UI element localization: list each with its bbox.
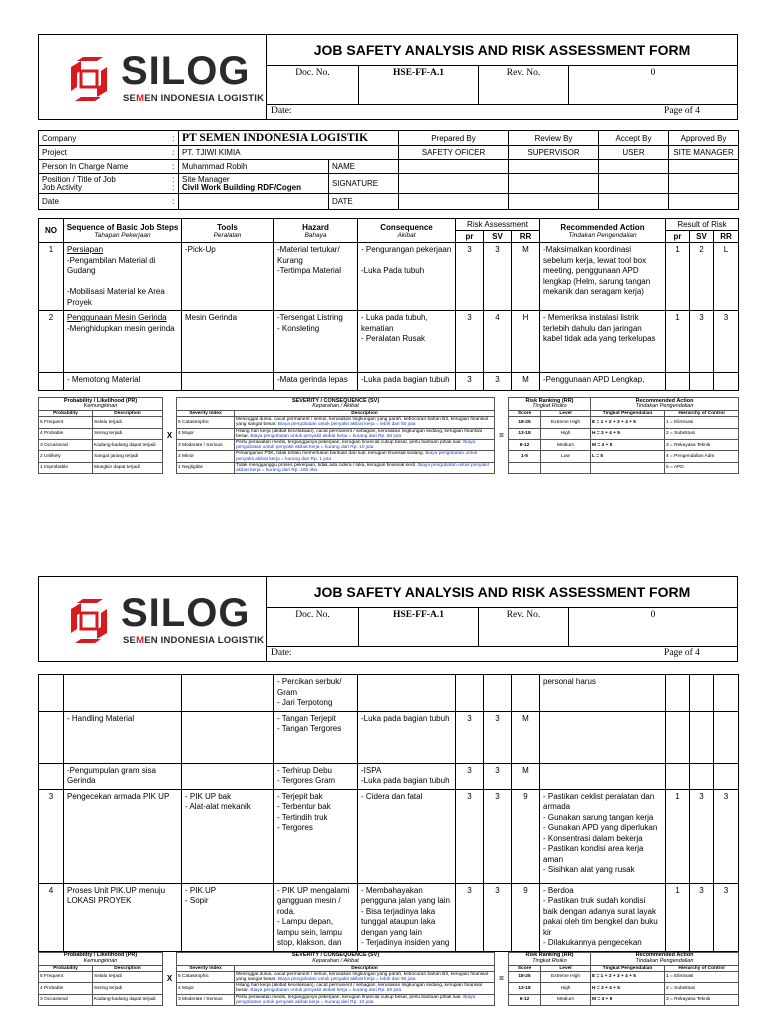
- prepared-by-label: Prepared By: [399, 131, 509, 146]
- table-row: -Pengumpulan gram sisa Gerinda - Terhirup Debu - Tergores Gram -ISPA -Luka pada bagian tubuh 3 3 M: [39, 763, 739, 789]
- signature-label: SIGNATURE: [329, 174, 399, 194]
- risk-assessment-table-continued: [38, 674, 739, 952]
- approved-name-field[interactable]: [669, 160, 739, 174]
- person-label: Person In Charge Name: [39, 160, 169, 174]
- doc-no-label: Doc. No.: [267, 66, 359, 105]
- page-number: Page of 4: [664, 106, 700, 117]
- accept-name-field[interactable]: [599, 160, 669, 174]
- approved-date-field[interactable]: [669, 194, 739, 210]
- date-page-row: [267, 104, 737, 119]
- company-logo: [39, 577, 267, 661]
- project-info-table: Company : PT SEMEN INDONESIA LOGISTIK Prepared By Review By Accept By Approved By Project : PT. TJIWI KIMIA SAFETY OFICER SUPERVISOR USER SITE MANAGER Person In Charge Name : Muhammad Robih NAME Position / Title of Job Job Activity : : Site Manager Civil Work Building RDF/Cogen SIGNATURE Date : DATE: [38, 130, 739, 210]
- activity-label: Job Activity: [42, 182, 83, 192]
- page-number: Page of 4: [664, 648, 700, 659]
- table-row: - Memotong Material -Mata gerinda lepas -Luka pada bagian tubuh 3 3 M -Penggunaan APD Lengkap,: [39, 373, 739, 391]
- prepared-by-value: SAFETY OFICER: [399, 146, 509, 160]
- col-consequence: Consequence Akibat: [358, 219, 456, 243]
- logo-subtitle: SEMEN INDONESIA LOGISTIK: [123, 93, 265, 104]
- company-value: PT SEMEN INDONESIA LOGISTIK: [179, 131, 399, 146]
- rev-no-value: 0: [650, 67, 656, 78]
- col-tools: Tools Peralatan: [182, 219, 274, 243]
- risk-assessment-table: [38, 218, 739, 391]
- date-label: Date:: [271, 648, 292, 659]
- position-value: Site Manager: [182, 174, 230, 184]
- col-no: NO: [39, 219, 64, 243]
- prepared-name-field[interactable]: [399, 160, 509, 174]
- doc-meta-row: [267, 607, 737, 647]
- jsa-form-page-1: [38, 34, 738, 474]
- doc-no-value: HSE-FF-A.1: [359, 608, 479, 647]
- approved-signature-field[interactable]: [669, 174, 739, 194]
- doc-meta-row: [267, 65, 737, 105]
- doc-no-value: HSE-FF-A.1: [359, 66, 479, 105]
- date-page-row: [267, 646, 737, 661]
- company-label: Company: [39, 131, 169, 146]
- table-row: - Handling Material - Tangan Terjepit - Tangan Tergores -Luka pada bagian tubuh 3 3 M: [39, 711, 739, 763]
- position-label: Position / Title of Job: [42, 174, 116, 184]
- approved-by-label: Approved By: [669, 131, 739, 146]
- prepared-date-field[interactable]: [399, 194, 509, 210]
- date-row-label: Date: [39, 194, 169, 210]
- name-label: NAME: [329, 160, 399, 174]
- review-name-field[interactable]: [509, 160, 599, 174]
- table-row: 4 Proses Unit PIK.UP menuju LOKASI PROYEK - PIK.UP - Sopir - PIK UP mengalami gangguan mesin / roda. - Lampu depan, lampu sein, lampu stop, klakson, dan - Membahayakan pengguna jalan yang lain - Bisa terjadinya laka tunggal ataupun laka dengan yang lain - Terjadinya insiden yang 3 3 9 - Berdoa - Pastikan truk sudah kondisi baik dengan adanya surat layak pakai oleh tim bengkel dan buku kir - Dilakukannya pengecekan 1 3 3: [39, 883, 739, 951]
- jsa-form-page-2: [38, 576, 738, 1006]
- logo-wordmark: SILOG: [121, 49, 251, 93]
- risk-legend-table-2: Probability / Likelihood (PR) Kemungkinan X SEVERITY / CONSEQUENCE (SV) Keparahan / Akibat = Risk Ranking (RR) Tingkat Risiko Recommended Action Tindakan Pengendalian Probability Description Severity Index Description Score Level Tingkat Pengendalian Hierarchy of Control 5 Frequent Selalu terjadi 5 Catastrophic Meninggal dunia, cacat permanent / serius, kerusakan lingkungan yang parah, kebocoran bahan B3, kerugian finansial yang sangat besar. Biaya pengobatan untuk penyakit akibat kerja = lebih dari 50 juta 18-25 Extreme High E = 1 + 2 + 3 + 4 + 5 1 = Eliminasi 4 Probable Sering terjadi 4 Major Hilang hari kerja (akibat kecelakaan), cacat permanent / sebagian, kerusakan lingkungan sedang, kerugian finansial besar. Biaya pengobatan untuk penyakit akibat kerja = kurang dari Rp. 50 juta 13-18 High H = 3 + 4 + 5 2 = Substitusi 3 Occasional Kadang-kadang dapat terjadi 3 Moderate / Serious Perlu perawatan medis, terganggunya pekerjaan, kerugian financial cukup besar, perlu bantuan pihak luar. Biaya pengobatan untuk penyakit akibat kerja = kurang dari Rp. 10 juta 6-12 Medium M = 4 + 5 3 = Rekayasa Teknik: [38, 952, 739, 1006]
- date-row-value[interactable]: [179, 194, 329, 210]
- table-row: 2 Penggunaan Mesin Gerinda -Menghidupkan mesin gerinda Mesin Gerinda -Tersengat Listring - Konsleting - Luka pada tubuh, kematian - Peralatan Rusak 3 4 H - Memeriksa instalasi listrik terlebih dahulu dan jaringan kabel tidak ada yang terkelupas 1 3 3: [39, 311, 739, 373]
- review-signature-field[interactable]: [509, 174, 599, 194]
- approved-by-value: SITE MANAGER: [669, 146, 739, 160]
- col-result-rr: RR: [714, 231, 739, 243]
- table-row: 3 Pengecekan armada PIK UP - PIK UP bak - Alat-alat mekanik - Terjepit bak - Terbentur bak - Tertindih truk - Tergores - Cidera dan fatal 3 3 9 - Pastikan ceklist peralatan dan armada - Gunakan sarung tangan kerja - Gunakan APD yang diperlukan - Konsentrasi dalam bekerja - Pastikan kondisi area kerja aman - Sisihkan alat yang rusak 1 3 3: [39, 789, 739, 883]
- rev-no-label: Rev. No.: [479, 66, 569, 105]
- silog-logo-icon: [67, 57, 111, 101]
- review-by-value: SUPERVISOR: [509, 146, 599, 160]
- logo-subtitle: SEMEN INDONESIA LOGISTIK: [123, 635, 265, 646]
- review-date-field[interactable]: [509, 194, 599, 210]
- form-header: [38, 34, 738, 120]
- accept-signature-field[interactable]: [599, 174, 669, 194]
- col-result: Result of Risk: [666, 219, 739, 231]
- silog-logo-icon: [67, 599, 111, 643]
- risk-legend-table-1: Probability / Likelihood (PR) Kemungkinan X SEVERITY / CONSEQUENCE (SV) Keparahan / Akibat = Risk Ranking (RR) Tingkat Risiko Recommended Action Tindakan Pengendalian Probability Description Severity Index Description Score Level Tingkat Pengendalian Hierarchy of Control 5 Frequent Selalu terjadi 5 Catastrophic Meninggal dunia, cacat permanent / serius, kerusakan lingkungan yang parah, kebocoran bahan B3, kerugian finansial yang sangat besar. Biaya pengobatan untuk penyakit akibat kerja = lebih dari 50 juta 18-25 Extreme High E = 1 + 2 + 3 + 4 + 5 1 = Eliminasi 4 Probable Sering terjadi 4 Major Hilang hari kerja (akibat kecelakaan), cacat permanent / sebagian, kerusakan lingkungan sedang, kerugian finansial besar. Biaya pengobatan untuk penyakit akibat kerja = kurang dari Rp. 50 juta 13-18 High H = 3 + 4 + 5 2 = Substitusi 3 Occasional Kadang-kadang dapat terjadi 3 Moderate / Serious Perlu perawatan medis, terganggunya pekerjaan, kerugian financial cukup besar, perlu bantuan pihak luar. Biaya pengobatan untuk penyakit akibat kerja = kurang dari Rp. 10 juta 6-12 Medium M = 4 + 5 3 = Rekayasa Teknik 2 Unlikely Sangat jarang terjadi 2 Minor Penanganan P3K, tidak terlalu memerlukan bantuan dari luar, kerugian finansial sedang. Biaya pengobatan untuk penyakit akibat kerja = kurang dari Rp. 1 juta 1-5 Low L = 5 4 = Pengendalian Adm 1 Improbable Mungkin dapat terjadi 1 Negligible Tidak mengganggu proses pekerjaan, tidak ada cidera / luka, kerugian finansial kecil. Biaya pengobatan untuk penyakit akibat kerja = kurang dari Rp. 100 ribu 5 = APD: [38, 397, 739, 474]
- col-steps: Sequence of Basic Job Steps Tahapan Pekerjaan: [64, 219, 182, 243]
- person-value: Muhammad Robih: [179, 160, 329, 174]
- prepared-signature-field[interactable]: [399, 174, 509, 194]
- col-sv: SV: [484, 231, 512, 243]
- company-logo: [39, 35, 267, 119]
- col-result-pr: pr: [666, 231, 690, 243]
- form-title: JOB SAFETY ANALYSIS AND RISK ASSESSMENT FORM: [313, 41, 691, 58]
- table-row: 1 Persiapan -Pengambilan Material di Gudang -Mobilisasi Material ke Area Proyek -Pick-Up -Material tertukar/ Kurang -Tertimpa Material - Pengurangan pekerjaan -Luka Pada tubuh 3 3 M -Maksimalkan koordinasi sebelum kerja, lewat tool box meeting, penggunaan APD lengkap (Helm, sarung tangan mekanik dan seragam kerja) 1 2 L: [39, 243, 739, 311]
- col-hazard: Hazard Bahaya: [274, 219, 358, 243]
- col-action: Recommended Action Tindakan Pengendalian: [540, 219, 666, 243]
- review-by-label: Review By: [509, 131, 599, 146]
- col-rr: RR: [512, 231, 540, 243]
- project-value: PT. TJIWI KIMIA: [179, 146, 399, 160]
- date-label: Date:: [271, 106, 292, 117]
- rev-no-value: 0: [650, 609, 656, 620]
- doc-no-label: Doc. No.: [267, 608, 359, 647]
- col-result-sv: SV: [690, 231, 714, 243]
- accept-by-value: USER: [599, 146, 669, 160]
- col-pr: pr: [456, 231, 484, 243]
- logo-wordmark: SILOG: [121, 591, 251, 635]
- form-title: JOB SAFETY ANALYSIS AND RISK ASSESSMENT FORM: [313, 583, 691, 600]
- project-label: Project: [39, 146, 169, 160]
- rev-no-label: Rev. No.: [479, 608, 569, 647]
- activity-value: Civil Work Building RDF/Cogen: [182, 182, 301, 192]
- accept-by-label: Accept By: [599, 131, 669, 146]
- form-header: [38, 576, 738, 662]
- date-field-label: DATE: [329, 194, 399, 210]
- accept-date-field[interactable]: [599, 194, 669, 210]
- col-risk: Risk Assessment: [456, 219, 540, 231]
- table-row: - Percikan serbuk/ Gram - Jari Terpotong personal harus: [39, 675, 739, 712]
